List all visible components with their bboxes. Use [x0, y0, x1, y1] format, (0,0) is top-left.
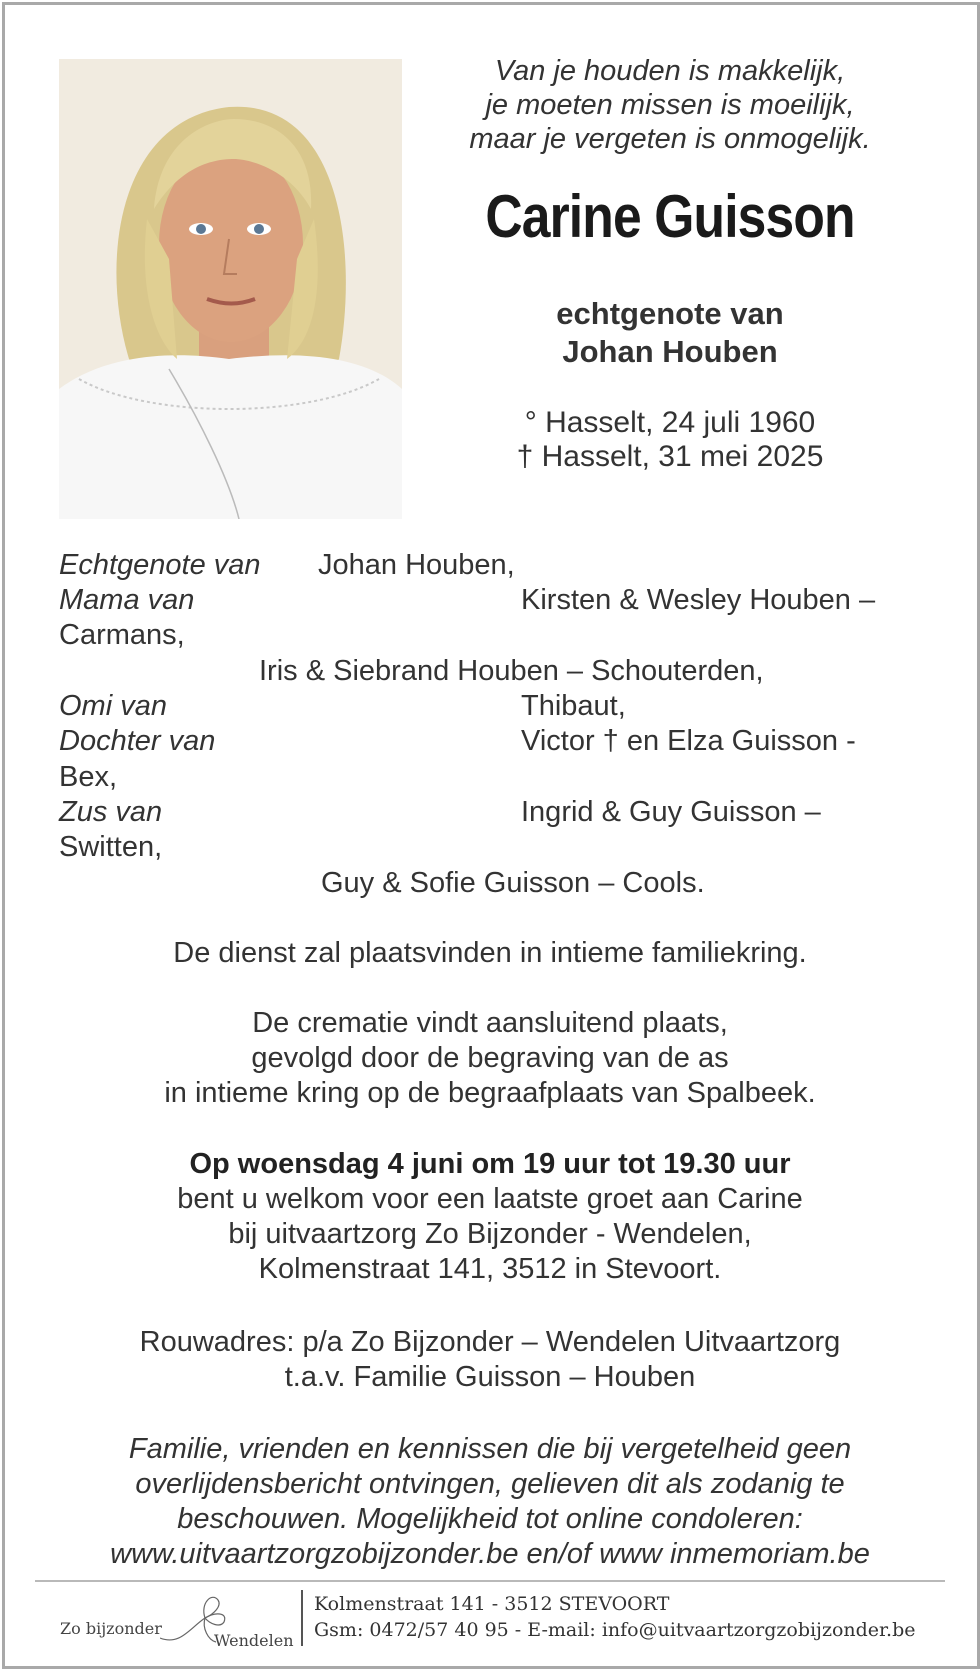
- logo-text-left: Zo bijzonder: [60, 1619, 162, 1638]
- footer-divider: [35, 1580, 945, 1582]
- birth-date: ° Hasselt, 24 juli 1960: [524, 406, 816, 439]
- rouwadres-line: Rouwadres: p/a Zo Bijzonder – Wendelen Uitvaartzorg: [139, 1326, 841, 1358]
- visit-line: bij uitvaartzorg Zo Bijzonder - Wendelen,: [228, 1218, 752, 1250]
- spouse-intro: echtgenote van: [556, 296, 784, 331]
- notice-line: Familie, vrienden en kennissen die bij vergetelheid geen: [128, 1433, 852, 1465]
- cremation-text: [40, 1006, 940, 1111]
- family-value-mama-1-cont: Carmans,: [59, 619, 185, 651]
- rouwadres-block: [40, 1325, 940, 1395]
- family-label-echtgenote: Echtgenote van: [59, 549, 261, 581]
- death-date: † Hasselt, 31 mei 2025: [516, 440, 824, 473]
- notice-line: overlijdensbericht ontvingen, gelieven dit als zodanig te: [135, 1468, 845, 1500]
- spouse-block: [430, 295, 910, 371]
- visit-line: bent u welkom voor een laatste groet aan Carine: [177, 1183, 803, 1215]
- family-value-mama-1: Kirsten & Wesley Houben –: [521, 584, 876, 616]
- family-value-dochter: Victor † en Elza Guisson -: [521, 725, 856, 757]
- family-value-omi: Thibaut,: [521, 690, 626, 722]
- family-label-dochter: Dochter van: [59, 725, 216, 757]
- funeral-home-logo: [60, 1588, 294, 1652]
- family-value-dochter-cont: Bex,: [59, 761, 118, 793]
- logo-text-right: Wendelen: [214, 1631, 294, 1650]
- notice-line: www.uitvaartzorgzobijzonder.be en/of www inmemoriam.be: [110, 1538, 870, 1570]
- notice-block: [40, 1432, 940, 1572]
- life-dates: [430, 406, 910, 474]
- family-value-zus-1: Ingrid & Guy Guisson –: [521, 796, 821, 828]
- family-label-mama: Mama van: [59, 584, 195, 616]
- family-value-echtgenote: Johan Houben,: [318, 549, 515, 581]
- footer-separator: [301, 1590, 303, 1646]
- family-label-omi: Omi van: [59, 690, 167, 722]
- deceased-name: Carine Guisson: [485, 183, 855, 250]
- cremation-line: De crematie vindt aansluitend plaats,: [252, 1007, 728, 1039]
- motto-line: maar je vergeten is onmogelijk.: [469, 123, 871, 155]
- cremation-line: gevolgd door de begraving van de as: [251, 1042, 729, 1074]
- service-text: De dienst zal plaatsvinden in intieme familiekring.: [173, 937, 807, 969]
- family-value-zus-1-cont: Switten,: [59, 831, 163, 863]
- visit-heading: Op woensdag 4 juni om 19 uur tot 19.30 uur: [189, 1148, 791, 1180]
- family-label-zus: Zus van: [59, 796, 163, 828]
- footer-contact: Gsm: 0472/57 40 95 - E-mail: info@uitvaartzorgzobijzonder.be: [314, 1619, 916, 1641]
- notice-line: beschouwen. Mogelijkheid tot online condoleren:: [177, 1503, 803, 1535]
- motto-line: Van je houden is makkelijk,: [494, 55, 846, 87]
- footer-address: Kolmenstraat 141 - 3512 STEVOORT: [314, 1593, 670, 1615]
- spouse-name: Johan Houben: [562, 334, 778, 369]
- cremation-line: in intieme kring op de begraafplaats van Spalbeek.: [164, 1077, 816, 1109]
- motto-poem: [430, 54, 910, 156]
- visit-block: [40, 1147, 940, 1287]
- portrait-photo: [59, 59, 402, 519]
- visit-line: Kolmenstraat 141, 3512 in Stevoort.: [258, 1253, 722, 1285]
- rouwadres-line: t.a.v. Familie Guisson – Houben: [284, 1361, 696, 1393]
- family-value-zus-2: Guy & Sofie Guisson – Cools.: [321, 867, 705, 899]
- motto-line: je moeten missen is moeilijk,: [485, 89, 855, 121]
- family-value-mama-2: Iris & Siebrand Houben – Schouterden,: [259, 655, 764, 687]
